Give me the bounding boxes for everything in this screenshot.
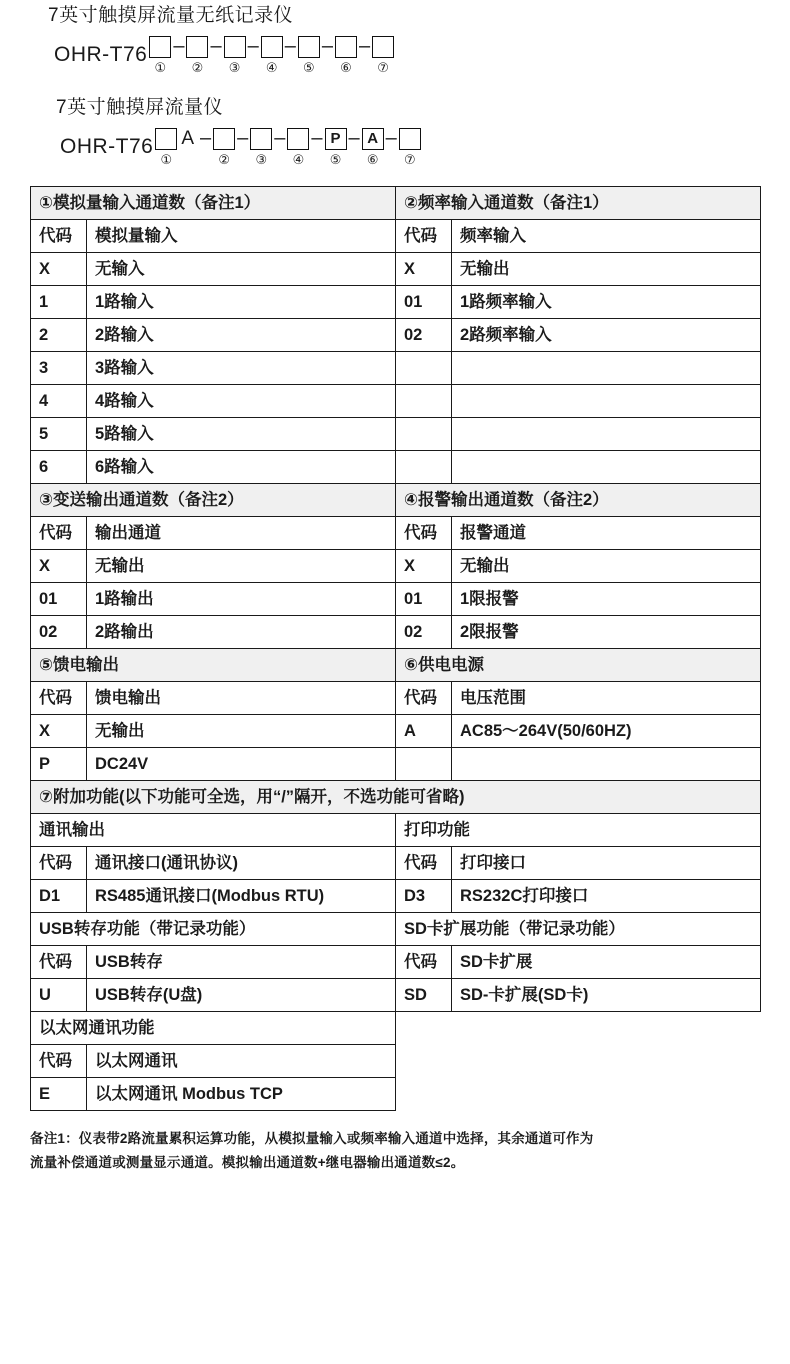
table-row <box>31 979 761 1012</box>
model2-slot-num-5: ⑤ <box>329 151 342 167</box>
s1-desc: 3路输入 <box>87 352 396 385</box>
model2-slot-box-2[interactable] <box>213 128 235 150</box>
s1-desc: 6路输入 <box>87 451 396 484</box>
model-slot-box-5[interactable] <box>298 36 320 58</box>
table-row-section56-columns <box>31 682 761 715</box>
section1-col-code: 代码 <box>31 220 87 253</box>
s5-code: P <box>31 748 87 781</box>
table-row <box>31 880 761 913</box>
section3-header: ③变送输出通道数（备注2） <box>31 484 396 517</box>
s7-usb-desc: USB转存(U盘) <box>87 979 396 1012</box>
table-row-section7-eth-title <box>31 1012 761 1045</box>
table-row <box>31 583 761 616</box>
model-slot-4 <box>261 36 283 74</box>
s2-code <box>396 451 452 484</box>
model2-slot-5 <box>325 128 347 166</box>
model2-slot-6 <box>362 128 384 166</box>
s4-code: 01 <box>396 583 452 616</box>
s6-desc <box>452 748 761 781</box>
model-slot-box-1[interactable] <box>149 36 171 58</box>
s4-desc: 无输出 <box>452 550 761 583</box>
model-prefix-recorder: OHR-T76 <box>54 42 148 66</box>
s7-print-code: D3 <box>396 880 452 913</box>
s1-code: 1 <box>31 286 87 319</box>
table-row <box>31 616 761 649</box>
m2-dash-4: – <box>311 127 323 149</box>
section7-comm-col-code: 代码 <box>31 847 87 880</box>
section7-sd-col-desc: SD卡扩展 <box>452 946 761 979</box>
blank-cell-f <box>452 1078 761 1111</box>
section5-col-desc: 馈电输出 <box>87 682 396 715</box>
model2-slot-1 <box>155 128 177 166</box>
section7-sd-title: SD卡扩展功能（带记录功能） <box>396 913 761 946</box>
s3-code: 01 <box>31 583 87 616</box>
s6-desc: AC85〜264V(50/60HZ) <box>452 715 761 748</box>
s7-eth-desc: 以太网通讯 Modbus TCP <box>87 1078 396 1111</box>
s6-code: A <box>396 715 452 748</box>
table-row <box>31 385 761 418</box>
s2-code: 01 <box>396 286 452 319</box>
table-row-section7-eth-columns <box>31 1045 761 1078</box>
section2-header: ②频率输入通道数（备注1） <box>396 187 761 220</box>
model-slot-2 <box>186 36 208 74</box>
s1-desc: 1路输入 <box>87 286 396 319</box>
s2-code: 02 <box>396 319 452 352</box>
model-slot-box-2[interactable] <box>186 36 208 58</box>
s4-desc: 2限报警 <box>452 616 761 649</box>
s2-code: X <box>396 253 452 286</box>
section7-eth-col-desc: 以太网通讯 <box>87 1045 396 1078</box>
table-row-section34-header <box>31 484 761 517</box>
model-slot-num-7: ⑦ <box>377 59 389 75</box>
s7-eth-code: E <box>31 1078 87 1111</box>
model-slot-1 <box>149 36 171 74</box>
s3-desc: 无输出 <box>87 550 396 583</box>
model2-slot-4 <box>287 128 309 166</box>
model-prefix-flowmeter: OHR-T76 <box>60 134 154 158</box>
table-row <box>31 550 761 583</box>
s1-code: X <box>31 253 87 286</box>
s1-desc: 5路输入 <box>87 418 396 451</box>
model-slot-6 <box>335 36 357 74</box>
dash-2: – <box>210 35 222 57</box>
footnote <box>30 1127 760 1174</box>
section3-col-code: 代码 <box>31 517 87 550</box>
s2-code <box>396 385 452 418</box>
model2-slot-box-4[interactable] <box>287 128 309 150</box>
s2-code <box>396 352 452 385</box>
table-row <box>31 1078 761 1111</box>
section7-usb-col-desc: USB转存 <box>87 946 396 979</box>
dash-6: – <box>358 35 371 57</box>
s7-print-desc: RS232C打印接口 <box>452 880 761 913</box>
section2-col-code: 代码 <box>396 220 452 253</box>
s3-desc: 2路输出 <box>87 616 396 649</box>
model2-slot-num-7: ⑦ <box>403 151 416 167</box>
model-slot-num-4: ④ <box>265 59 278 75</box>
section7-print-col-code: 代码 <box>396 847 452 880</box>
s7-usb-code: U <box>31 979 87 1012</box>
s1-code: 6 <box>31 451 87 484</box>
section7-eth-col-code: 代码 <box>31 1045 87 1078</box>
section6-header: ⑥供电电源 <box>396 649 761 682</box>
section6-col-desc: 电压范围 <box>452 682 761 715</box>
model2-slot-2 <box>213 128 235 166</box>
model2-slot-num-4: ④ <box>292 151 305 167</box>
section4-header: ④报警输出通道数（备注2） <box>396 484 761 517</box>
model2-slot-3 <box>250 128 272 166</box>
model2-slot-num-2: ② <box>218 151 230 167</box>
model-title-recorder: 7英寸触摸屏流量无纸记录仪 <box>48 5 294 26</box>
table-row-section7-subtitles <box>31 814 761 847</box>
model-slot-num-1: ① <box>154 59 167 75</box>
s7-comm-desc: RS485通讯接口(Modbus RTU) <box>87 880 396 913</box>
s2-desc: 2路频率输入 <box>452 319 761 352</box>
table-row <box>31 748 761 781</box>
section4-col-code: 代码 <box>396 517 452 550</box>
blank-cell-d <box>452 1045 761 1078</box>
s7-sd-code: SD <box>396 979 452 1012</box>
section7-eth-title: 以太网通讯功能 <box>31 1012 396 1045</box>
model2-slot-num-1: ① <box>160 151 173 167</box>
s1-desc: 4路输入 <box>87 385 396 418</box>
s2-desc: 1路频率输入 <box>452 286 761 319</box>
s5-desc: DC24V <box>87 748 396 781</box>
s1-desc: 2路输入 <box>87 319 396 352</box>
section7-print-title: 打印功能 <box>396 814 761 847</box>
table-row <box>31 319 761 352</box>
model-code-row-flowmeter <box>30 127 760 166</box>
section7-usb-col-code: 代码 <box>31 946 87 979</box>
table-row-section56-header <box>31 649 761 682</box>
section7-usb-title: USB转存功能（带记录功能） <box>31 913 396 946</box>
model-slot-box-4[interactable] <box>261 36 283 58</box>
s7-sd-desc: SD-卡扩展(SD卡) <box>452 979 761 1012</box>
s1-code: 3 <box>31 352 87 385</box>
model2-slot-7 <box>399 128 421 166</box>
table-row <box>31 352 761 385</box>
s2-desc: 无输出 <box>452 253 761 286</box>
model-slot-5 <box>298 36 320 74</box>
table-row <box>31 253 761 286</box>
table-row-section7-usbsd-titles <box>31 913 761 946</box>
m2-dash-1: – <box>200 127 212 149</box>
m2-dash-3: – <box>274 127 286 149</box>
section3-col-desc: 输出通道 <box>87 517 396 550</box>
model-slot-box-7[interactable] <box>372 36 394 58</box>
section6-col-code: 代码 <box>396 682 452 715</box>
s2-code <box>396 418 452 451</box>
s1-code: 5 <box>31 418 87 451</box>
section7-comm-title: 通讯输出 <box>31 814 396 847</box>
table-row <box>31 715 761 748</box>
dash-4: – <box>284 35 296 57</box>
model-slot-box-3[interactable] <box>224 36 246 58</box>
model-slot-3 <box>224 36 246 74</box>
model2-slot-box-1[interactable] <box>155 128 177 150</box>
model2-slot-box-6[interactable]: A <box>362 128 384 150</box>
s2-desc <box>452 451 761 484</box>
s3-code: 02 <box>31 616 87 649</box>
model-slot-num-5: ⑤ <box>303 59 315 75</box>
table-row-section7-usbsd-columns <box>31 946 761 979</box>
blank-cell-e <box>396 1078 452 1111</box>
section4-col-desc: 报警通道 <box>452 517 761 550</box>
table-row-section7-columns <box>31 847 761 880</box>
m2-dash-5: – <box>348 127 360 149</box>
section1-header: ①模拟量输入通道数（备注1） <box>31 187 396 220</box>
section7-header: ⑦附加功能(以下功能可全选，用“/”隔开，不选功能可省略) <box>31 781 761 814</box>
s4-code: 02 <box>396 616 452 649</box>
model2-slot-box-5[interactable]: P <box>325 128 347 150</box>
s4-code: X <box>396 550 452 583</box>
section7-comm-col-desc: 通讯接口(通讯协议) <box>87 847 396 880</box>
dash-5: – <box>321 35 333 57</box>
table-row-section34-columns <box>31 517 761 550</box>
s5-code: X <box>31 715 87 748</box>
s2-desc <box>452 385 761 418</box>
s6-code <box>396 748 452 781</box>
blank-cell-a <box>396 1012 452 1045</box>
table-row-section12-columns <box>31 220 761 253</box>
section7-sd-col-code: 代码 <box>396 946 452 979</box>
s2-desc <box>452 352 761 385</box>
section5-col-code: 代码 <box>31 682 87 715</box>
dash-1: – <box>173 35 185 57</box>
s3-code: X <box>31 550 87 583</box>
section7-print-col-desc: 打印接口 <box>452 847 761 880</box>
s2-desc <box>452 418 761 451</box>
s5-desc: 无输出 <box>87 715 396 748</box>
s4-desc: 1限报警 <box>452 583 761 616</box>
s3-desc: 1路输出 <box>87 583 396 616</box>
section2-col-desc: 频率输入 <box>452 220 761 253</box>
section5-header: ⑤馈电输出 <box>31 649 396 682</box>
s1-code: 2 <box>31 319 87 352</box>
m2-dash-6: – <box>385 127 397 149</box>
model2-slot-box-7[interactable] <box>399 128 421 150</box>
footnote-line-1: 备注1：仪表带2路流量累积运算功能，从模拟量输入或频率输入通道中选择，其余通道可作为 <box>30 1131 594 1146</box>
table-row <box>31 451 761 484</box>
s1-desc: 无输入 <box>87 253 396 286</box>
model-slot-num-2: ② <box>191 59 204 75</box>
s7-comm-code: D1 <box>31 880 87 913</box>
model-title-flowmeter: 7英寸触摸屏流量仪 <box>56 97 224 118</box>
blank-cell-c <box>396 1045 452 1078</box>
s1-code: 4 <box>31 385 87 418</box>
model2-slot-box-3[interactable] <box>250 128 272 150</box>
model-slot-num-3: ③ <box>228 59 241 75</box>
dash-3: – <box>247 35 259 57</box>
model-block-recorder <box>30 0 760 74</box>
footnote-line-2: 流量补偿通道或测量显示通道。模拟输出通道数+继电器输出通道数≤2。 <box>30 1154 465 1170</box>
model2-slot-num-6: ⑥ <box>366 151 379 167</box>
model2-slot-num-3: ③ <box>255 151 268 167</box>
model-slot-box-6[interactable] <box>335 36 357 58</box>
model-code-row-recorder <box>30 35 760 74</box>
table-row <box>31 418 761 451</box>
table-row-section12-header <box>31 187 761 220</box>
model-slot-7 <box>372 36 394 74</box>
model-block-flowmeter <box>30 92 760 166</box>
model-slot-num-6: ⑥ <box>340 59 352 75</box>
specification-table <box>30 186 761 1111</box>
blank-cell-b <box>452 1012 761 1045</box>
model2-suffix-letter: A <box>181 127 195 149</box>
section1-col-desc: 模拟量输入 <box>87 220 396 253</box>
table-row-section7-header <box>31 781 761 814</box>
table-row <box>31 286 761 319</box>
m2-dash-2: – <box>237 127 249 149</box>
